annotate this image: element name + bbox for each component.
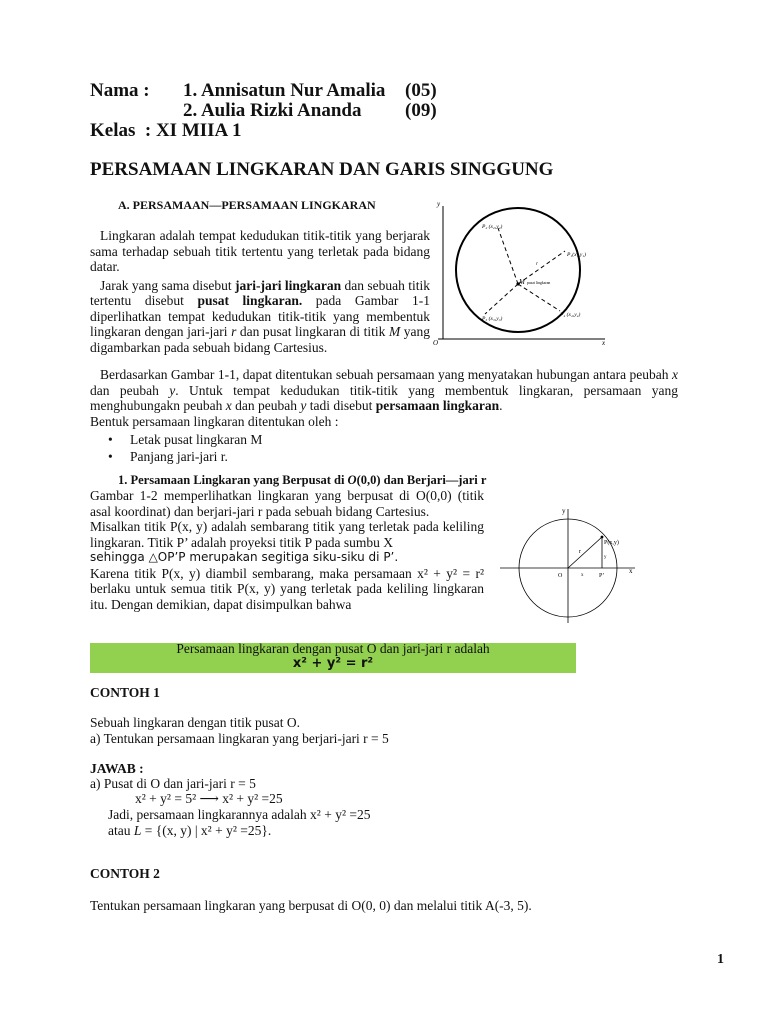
fig1-p1-label: P₁(x₁,y₁) <box>567 252 587 258</box>
nama-label: Nama : <box>90 80 150 101</box>
jawab-line-2: x² + y² = 5² ⟶ x² + y² =25 <box>135 791 283 806</box>
page-title: PERSAMAAN LINGKARAN DAN GARIS SINGGUNG <box>90 159 554 180</box>
formula-box <box>90 643 576 673</box>
list-item: • Panjang jari-jari r. <box>130 448 630 465</box>
fig1-p4-label: P₄ (x₄,y₄) <box>560 312 581 318</box>
fig2-p-label: P(x,y) <box>604 540 619 546</box>
fig2-x-side-label: x <box>581 573 584 578</box>
fig1-p3-label: P₃ (x₃,y₃) <box>482 316 503 322</box>
section-a-heading: A. PERSAMAAN—PERSAMAAN LINGKARAN <box>118 198 376 212</box>
kelas-line: Kelas : XI MIIA 1 <box>90 120 242 141</box>
formula-circle-origin: x² + y² = r² <box>292 656 374 671</box>
formula-box-text: Persamaan lingkaran dengan pusat O dan jari-jari r adalah <box>176 641 490 656</box>
fig1-y-label: y <box>437 200 441 208</box>
fig1-x-label: x <box>602 339 606 346</box>
contoh-2-line-1: Tentukan persamaan lingkaran yang berpusat di O(0, 0) dan melalui titik A(-3, 5). <box>90 898 532 913</box>
header-block <box>90 80 510 150</box>
fig1-o-label: O <box>433 339 439 346</box>
section-a-text <box>90 228 430 355</box>
fig1-m-label: M <box>519 278 525 286</box>
paragraph-persamaan: Berdasarkan Gambar 1-1, dapat ditentukan sebuah persamaan yang menyatakan hubungan antara peubah x dan peubah y. Untuk tempat kedudukan titik-titik yang membentuk lingkaran, persamaan yang menghubungakn peubah x dan peubah y tadi disebut persamaan lingkaran. <box>90 367 678 413</box>
member-2-name: 2. Aulia Rizki Ananda <box>183 100 362 121</box>
fig2-x-axis-label: x <box>629 567 633 575</box>
list-item: • Letak pusat lingkaran M <box>130 431 630 448</box>
fig1-m-desc: pusat lingkaran <box>527 281 551 285</box>
contoh-1-label: CONTOH 1 <box>90 685 160 700</box>
subsection-1-heading: 1. Persamaan Lingkaran yang Berpusat di O(0,0) dan Berjari—jari r <box>118 473 487 487</box>
paragraph-karena: Karena titik P(x, y) diambil sembarang, maka persamaan x² + y² = r² berlaku untuk semua titik P(x, y) yang terletak pada keliling lingkaran itu. Dengan demikian, dapat disimpulkan bahwa <box>90 565 484 612</box>
fig2-r-label: r <box>579 549 581 555</box>
figure-1-2 <box>495 503 640 628</box>
jawab-line-3: Jadi, persamaan lingkarannya adalah x² + y² =25 <box>108 807 371 822</box>
jawab-line-4: atau L = {(x, y) | x² + y² =25}. <box>108 823 272 838</box>
page-number: 1 <box>717 952 724 967</box>
member-1-number: (05) <box>405 80 437 101</box>
section-a-continued <box>90 367 678 429</box>
fig2-y-axis-label: y <box>562 507 566 515</box>
member-1-name: 1. Annisatun Nur Amalia <box>183 80 386 101</box>
subsection-1-text <box>90 488 484 612</box>
paragraph-misalkan: Misalkan titik P(x, y) adalah sembarang titik yang terletak pada keliling lingkaran. Titik P’ adalah proyeksi titik P pada sumbu X <box>90 519 484 550</box>
member-2-number: (09) <box>405 100 437 121</box>
jawab-line-1: a) Pusat di O dan jari-jari r = 5 <box>90 776 256 791</box>
fig2-pprime-label: P’ <box>599 573 605 579</box>
paragraph-definition: Lingkaran adalah tempat kedudukan titik-titik yang berjarak sama terhadap sebuah titik tertentu yang terletak pada bidang datar. <box>90 228 430 274</box>
paragraph-bentuk: Bentuk persamaan lingkaran ditentukan oleh : <box>90 413 339 429</box>
contoh-2-label: CONTOH 2 <box>90 866 160 881</box>
paragraph-jari-jari: Jarak yang sama disebut jari-jari lingkaran dan sebuah titik tertentu disebut pusat lingkaran. pada Gambar 1-1 diperlihatkan tempat kedudukan titik-titik yang membentuk lingkaran dengan jari-jari r dan pusat lingkaran di titik M yang digambarkan pada sebuah bidang Cartesius. <box>90 277 430 355</box>
fig1-p2-label: P₂ (x₂,y₂) <box>482 224 503 230</box>
fig2-o-label: O <box>558 573 563 579</box>
fig1-r-label: r <box>536 262 538 267</box>
determinant-list <box>90 431 630 465</box>
jawab-label: JAWAB : <box>90 761 144 776</box>
contoh-1-line-2: a) Tentukan persamaan lingkaran yang berjari-jari r = 5 <box>90 731 389 746</box>
figure-1-1 <box>430 196 610 346</box>
fig2-y-side-label: y <box>604 555 607 560</box>
paragraph-segitiga: sehingga △OP’P merupakan segitiga siku-siku di P’. <box>90 550 399 564</box>
contoh-1-line-1: Sebuah lingkaran dengan titik pusat O. <box>90 715 300 730</box>
paragraph-gambar-1-2: Gambar 1-2 memperlihatkan lingkaran yang berpusat di O(0,0) (titik asal koordinat) dan berjari-jari r pada sebuah bidang Cartesius. <box>90 488 484 519</box>
